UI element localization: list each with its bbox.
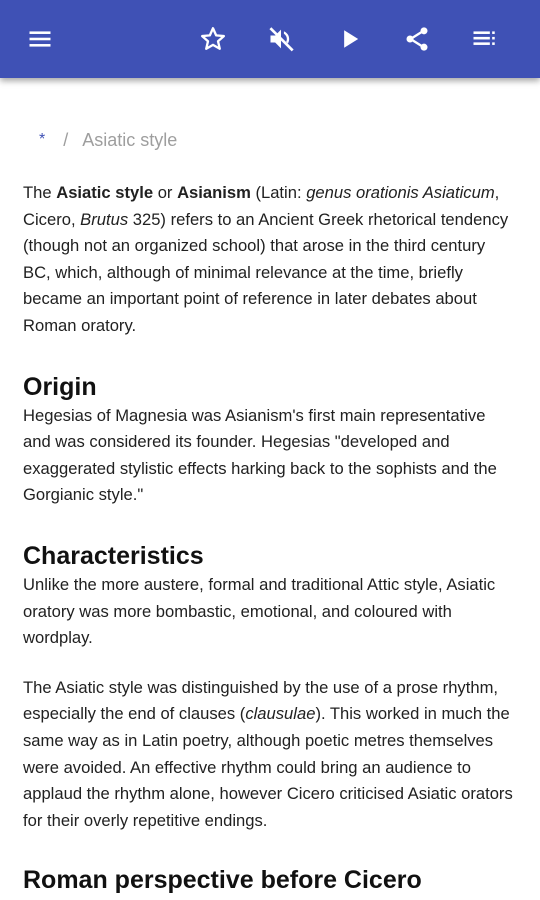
intro-text-3: (Latin: bbox=[250, 183, 307, 202]
breadcrumb-current: Asiatic style bbox=[82, 129, 178, 150]
star-outline-icon bbox=[199, 25, 227, 53]
intro-paragraph bbox=[23, 180, 517, 340]
characteristics-paragraph-2 bbox=[23, 675, 517, 835]
share-button[interactable] bbox=[397, 19, 437, 59]
intro-bold-asiatic-style: Asiatic style bbox=[56, 183, 154, 202]
mute-button[interactable] bbox=[261, 19, 301, 59]
intro-italic-brutus: Brutus bbox=[80, 209, 129, 229]
intro-text-5: 325) refers to an Ancient Greek rhetorical tendency (though not an organized school) that arose in the third century BC, which, although of minimal relevance at the time, briefly became an important point of reference in later debates about Roman oratory. bbox=[23, 209, 509, 335]
intro-text-4: , Cicero, bbox=[23, 183, 500, 229]
play-button[interactable] bbox=[330, 19, 370, 59]
intro-bold-asianism: Asianism bbox=[177, 183, 251, 202]
intro-text-2: or bbox=[153, 183, 178, 202]
breadcrumb bbox=[23, 128, 517, 152]
share-icon bbox=[403, 25, 431, 53]
intro-text-1: The bbox=[23, 183, 57, 202]
app-bar bbox=[0, 0, 540, 78]
intro-italic-latin: genus orationis Asiaticum bbox=[306, 183, 495, 202]
characteristics-text-a: The Asiatic style was distinguished by the use of a prose rhythm, especially the end of clauses ( bbox=[23, 677, 499, 724]
characteristics-heading: Characteristics bbox=[23, 541, 204, 570]
origin-heading: Origin bbox=[23, 372, 97, 401]
bookmark-button[interactable] bbox=[193, 19, 233, 59]
volume-off-icon bbox=[267, 25, 295, 53]
article-content bbox=[23, 78, 517, 900]
characteristics-paragraph-1: Unlike the more austere, formal and traditional Attic style, Asiatic oratory was more bombastic, emotional, and coloured with wordplay. bbox=[23, 574, 496, 648]
menu-button[interactable] bbox=[20, 19, 60, 59]
characteristics-italic-clausulae: clausulae bbox=[245, 704, 316, 724]
origin-paragraph: Hegesias of Magnesia was Asianism's first main representative and was considered its founder. Hegesias "developed and exaggerated stylistic effects harking back to the sophists and the Gorgianic style." bbox=[23, 405, 497, 505]
play-icon bbox=[336, 25, 364, 53]
breadcrumb-separator: / bbox=[63, 129, 69, 150]
hamburger-menu-icon bbox=[26, 25, 54, 53]
characteristics-text-b: ). This worked in much the same way as in Latin poetry, although poetic metres themselves were avoided. An effective rhythm could bring an audience to applaud the rhythm alone, however Cicero criticised Asiatic orators for their overly repetitive endings. bbox=[23, 704, 513, 830]
breadcrumb-home-link[interactable]: * bbox=[39, 131, 46, 148]
list-icon bbox=[470, 25, 498, 53]
table-of-contents-button[interactable] bbox=[464, 19, 504, 59]
roman-perspective-heading: Roman perspective before Cicero bbox=[23, 866, 422, 895]
